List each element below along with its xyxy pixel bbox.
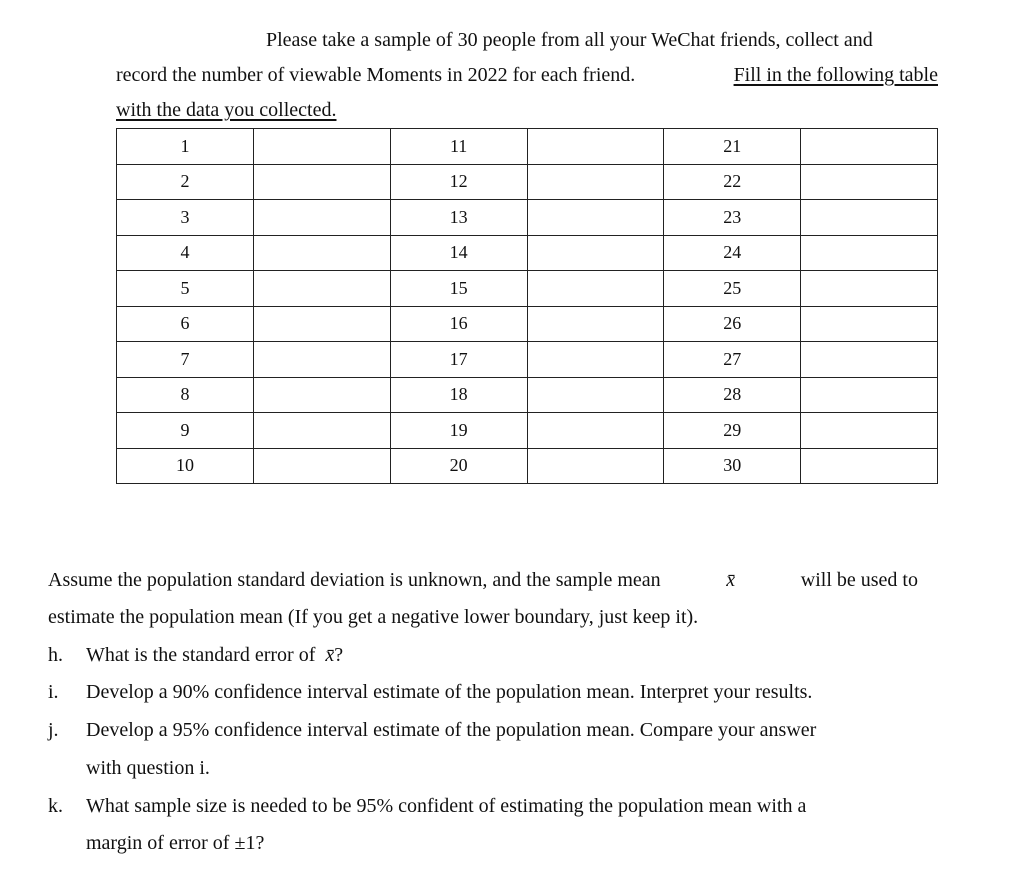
table-row bbox=[117, 200, 938, 236]
data-entry-cell[interactable] bbox=[801, 235, 938, 271]
table-row bbox=[117, 413, 938, 449]
table-row bbox=[117, 306, 938, 342]
data-entry-cell[interactable] bbox=[253, 200, 390, 236]
intro-line-3-underlined: with the data you collected. bbox=[116, 99, 337, 121]
assume-text-a: Assume the population standard deviation is unknown, and the sample mean bbox=[48, 569, 661, 591]
row-number-cell: 27 bbox=[664, 342, 801, 378]
table-row bbox=[117, 377, 938, 413]
row-number-cell: 10 bbox=[117, 448, 254, 484]
data-table bbox=[116, 128, 938, 484]
data-entry-cell[interactable] bbox=[527, 377, 664, 413]
data-entry-cell[interactable] bbox=[253, 342, 390, 378]
question-label: i. bbox=[48, 681, 59, 703]
row-number-cell: 19 bbox=[390, 413, 527, 449]
data-entry-cell[interactable] bbox=[527, 413, 664, 449]
row-number-cell: 23 bbox=[664, 200, 801, 236]
question-text bbox=[86, 643, 343, 667]
assume-line-2: estimate the population mean (If you get a negative lower boundary, just keep it). bbox=[48, 606, 699, 628]
row-number-cell: 9 bbox=[117, 413, 254, 449]
row-number-cell: 8 bbox=[117, 377, 254, 413]
question-label: k. bbox=[48, 795, 63, 817]
row-number-cell: 1 bbox=[117, 129, 254, 165]
data-entry-cell[interactable] bbox=[527, 129, 664, 165]
row-number-cell: 30 bbox=[664, 448, 801, 484]
data-entry-cell[interactable] bbox=[527, 271, 664, 307]
data-entry-cell[interactable] bbox=[801, 129, 938, 165]
table-row bbox=[117, 129, 938, 165]
data-entry-cell[interactable] bbox=[253, 235, 390, 271]
row-number-cell: 2 bbox=[117, 164, 254, 200]
data-entry-cell[interactable] bbox=[801, 448, 938, 484]
data-entry-cell[interactable] bbox=[253, 413, 390, 449]
data-entry-cell[interactable] bbox=[253, 164, 390, 200]
intro-line-1: Please take a sample of 30 people from all your WeChat friends, collect and bbox=[266, 29, 873, 51]
table-row bbox=[117, 235, 938, 271]
data-entry-cell[interactable] bbox=[801, 342, 938, 378]
data-entry-cell[interactable] bbox=[801, 271, 938, 307]
assume-line-1 bbox=[48, 568, 918, 592]
data-entry-cell[interactable] bbox=[253, 271, 390, 307]
data-entry-cell[interactable] bbox=[527, 342, 664, 378]
row-number-cell: 3 bbox=[117, 200, 254, 236]
intro-line-2-text: record the number of viewable Moments in 2022 for each friend. bbox=[116, 64, 636, 86]
xbar-symbol: x̄ bbox=[726, 569, 736, 591]
data-entry-cell[interactable] bbox=[253, 129, 390, 165]
table-row bbox=[117, 342, 938, 378]
question-k-line-2: margin of error of ±1? bbox=[86, 832, 265, 854]
data-entry-cell[interactable] bbox=[801, 377, 938, 413]
row-number-cell: 15 bbox=[390, 271, 527, 307]
table-row bbox=[117, 164, 938, 200]
data-entry-cell[interactable] bbox=[801, 413, 938, 449]
data-entry-cell[interactable] bbox=[527, 448, 664, 484]
table-row bbox=[117, 448, 938, 484]
data-entry-cell[interactable] bbox=[801, 164, 938, 200]
row-number-cell: 28 bbox=[664, 377, 801, 413]
data-entry-cell[interactable] bbox=[253, 306, 390, 342]
row-number-cell: 18 bbox=[390, 377, 527, 413]
xbar-symbol: x̄ bbox=[325, 644, 335, 666]
table-row bbox=[117, 271, 938, 307]
question-text: Develop a 95% confidence interval estimate of the population mean. Compare your answer bbox=[86, 719, 817, 741]
data-entry-cell[interactable] bbox=[527, 200, 664, 236]
data-entry-cell[interactable] bbox=[801, 306, 938, 342]
assume-text-b: will be used to bbox=[800, 569, 918, 591]
intro-line-2 bbox=[116, 63, 938, 87]
row-number-cell: 6 bbox=[117, 306, 254, 342]
row-number-cell: 16 bbox=[390, 306, 527, 342]
row-number-cell: 4 bbox=[117, 235, 254, 271]
question-label: h. bbox=[48, 644, 63, 666]
question-text: Develop a 90% confidence interval estimate of the population mean. Interpret your results. bbox=[86, 681, 813, 703]
row-number-cell: 7 bbox=[117, 342, 254, 378]
question-j-line-2: with question i. bbox=[86, 757, 210, 779]
row-number-cell: 29 bbox=[664, 413, 801, 449]
intro-line-3 bbox=[116, 98, 336, 122]
row-number-cell: 5 bbox=[117, 271, 254, 307]
data-entry-cell[interactable] bbox=[527, 306, 664, 342]
row-number-cell: 26 bbox=[664, 306, 801, 342]
question-label: j. bbox=[48, 719, 59, 741]
row-number-cell: 11 bbox=[390, 129, 527, 165]
question-h-mark: ? bbox=[334, 644, 344, 666]
question-h-text: What is the standard error of bbox=[86, 644, 316, 666]
data-entry-cell[interactable] bbox=[527, 164, 664, 200]
data-entry-cell[interactable] bbox=[527, 235, 664, 271]
data-entry-cell[interactable] bbox=[253, 448, 390, 484]
row-number-cell: 24 bbox=[664, 235, 801, 271]
question-text: What sample size is needed to be 95% confident of estimating the population mean with a bbox=[86, 795, 807, 817]
intro-line-2-underlined: Fill in the following table bbox=[733, 64, 938, 86]
data-entry-cell[interactable] bbox=[253, 377, 390, 413]
row-number-cell: 17 bbox=[390, 342, 527, 378]
row-number-cell: 21 bbox=[664, 129, 801, 165]
row-number-cell: 22 bbox=[664, 164, 801, 200]
row-number-cell: 14 bbox=[390, 235, 527, 271]
row-number-cell: 12 bbox=[390, 164, 527, 200]
row-number-cell: 20 bbox=[390, 448, 527, 484]
row-number-cell: 13 bbox=[390, 200, 527, 236]
data-entry-cell[interactable] bbox=[801, 200, 938, 236]
row-number-cell: 25 bbox=[664, 271, 801, 307]
